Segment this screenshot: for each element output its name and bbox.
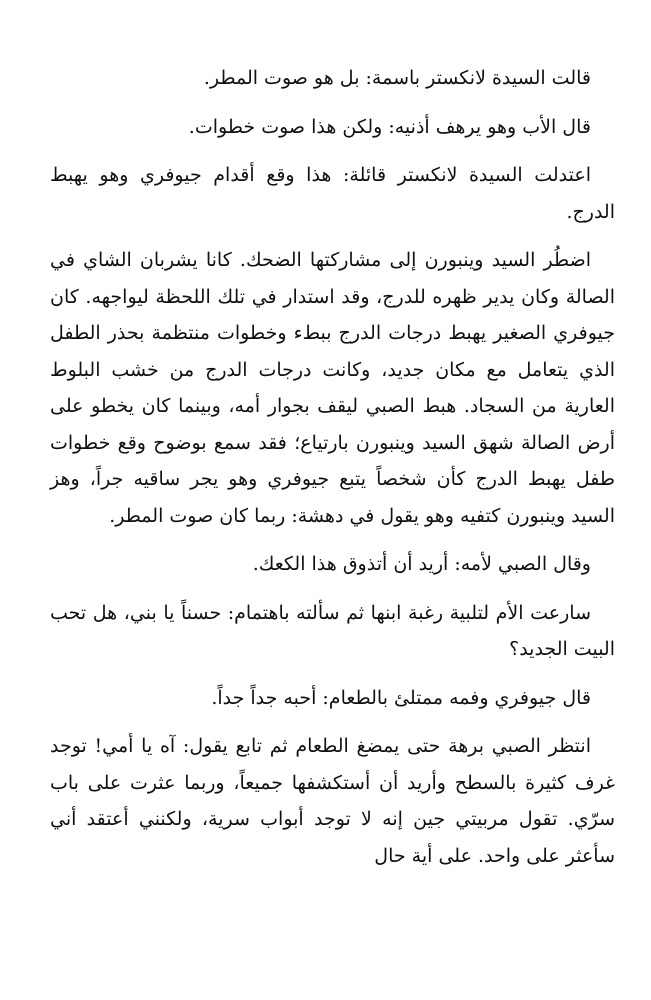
paragraph-8: انتظر الصبي برهة حتى يمضغ الطعام ثم تابع يقول: آه يا أمي! توجد غرف كثيرة بالسطح وأريد أن أستكشفها جميعاً، وربما عثرت على باب سرّي. تقول مربيتي جين إنه لا توجد أبواب سرية، ولكنني أعتقد أني سأعثر على واحد. على أية حال xyxy=(50,735,615,867)
paragraph-5: وقال الصبي لأمه: أريد أن أتذوق هذا الكعك. xyxy=(252,553,591,575)
paragraph-1: قالت السيدة لانكستر باسمة: بل هو صوت المطر. xyxy=(203,67,591,89)
paragraph-4: اضطُر السيد وينبورن إلى مشاركتها الضحك. كانا يشربان الشاي في الصالة وكان يدير ظهره للدرج، وقد استدار في تلك اللحظة ليواجهه. كان جيوفري الصغير يهبط درجات الدرج ببطء وخطوات منتظمة بحذر الطفل الذي يتعامل مع مكان جديد، وكانت درجات الدرج من خشب البلوط العارية من السجاد. هبط الصبي ليقف بجوار أمه، وبينما كان يخطو على أرض الصالة شهق السيد وينبورن بارتياع؛ فقد سمع بوضوح وقع خطوات طفل يهبط الدرج كأن شخصاً يتبع جيوفري وهو يجر ساقيه جراً، وهز السيد وينبورن كتفيه وهو يقول في دهشة: ربما كان صوت المطر. xyxy=(50,249,615,527)
paragraph-2: قال الأب وهو يرهف أذنيه: ولكن هذا صوت خطوات. xyxy=(188,115,591,138)
paragraph-6: سارعت الأم لتلبية رغبة ابنها ثم سألته باهتمام: حسناً يا بني، هل تحب البيت الجديد؟ xyxy=(50,601,615,660)
paragraph-7: قال جيوفري وفمه ممتلئ بالطعام: أحبه جداً جداً. xyxy=(211,686,591,709)
paragraph-3: اعتدلت السيدة لانكستر قائلة: هذا وقع أقدام جيوفري وهو يهبط الدرج. xyxy=(50,164,615,223)
